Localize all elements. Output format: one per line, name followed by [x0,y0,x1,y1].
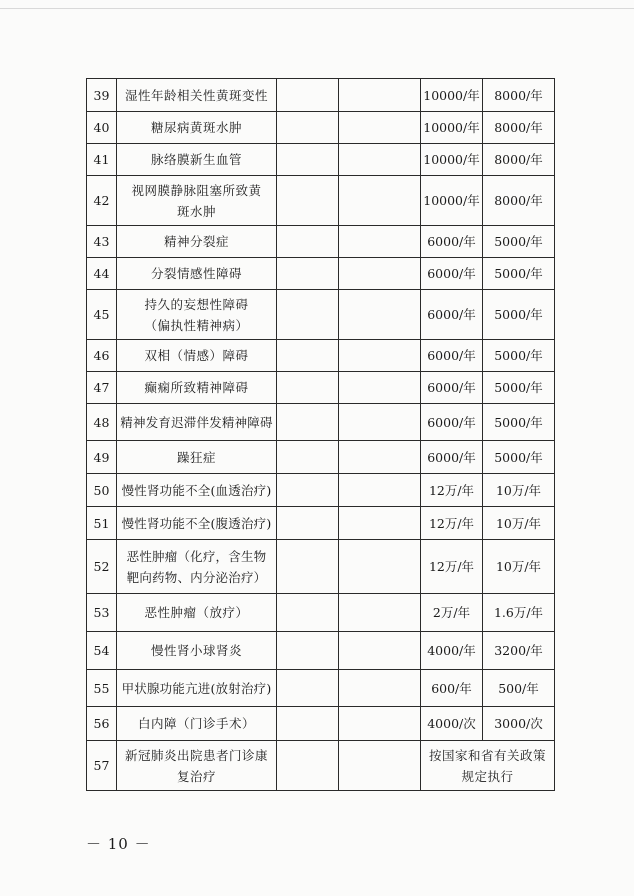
blank-cell [277,507,339,540]
disease-name: 癫痫所致精神障碍 [117,372,277,404]
standard-amount: 12万/年 [421,540,483,594]
table-row [87,144,555,176]
row-number: 41 [87,144,117,176]
policy-note: 按国家和省有关政策规定执行 [421,741,555,791]
blank-cell [339,144,421,176]
disease-name: 精神分裂症 [117,226,277,258]
table-row [87,79,555,112]
limit-amount: 5000/年 [483,258,555,290]
blank-cell [277,144,339,176]
standard-amount: 10000/年 [421,144,483,176]
blank-cell [339,290,421,340]
blank-cell [277,340,339,372]
table-row [87,441,555,474]
row-number: 39 [87,79,117,112]
row-number: 43 [87,226,117,258]
table-row [87,507,555,540]
table-row [87,112,555,144]
limit-amount: 5000/年 [483,441,555,474]
disease-name: 双相（情感）障碍 [117,340,277,372]
blank-cell [339,79,421,112]
standard-amount: 4000/次 [421,707,483,741]
blank-cell [339,741,421,791]
standard-amount: 4000/年 [421,632,483,670]
disease-name: 甲状腺功能亢进(放射治疗) [117,670,277,707]
limit-amount: 5000/年 [483,372,555,404]
table-row [87,474,555,507]
page-number: － 10 － [86,835,151,853]
blank-cell [277,258,339,290]
blank-cell [277,441,339,474]
table-row [87,540,555,594]
blank-cell [277,632,339,670]
standard-amount: 10000/年 [421,79,483,112]
blank-cell [339,176,421,226]
standard-amount: 600/年 [421,670,483,707]
standard-amount: 6000/年 [421,372,483,404]
table-row [87,632,555,670]
blank-cell [339,372,421,404]
blank-cell [339,707,421,741]
row-number: 51 [87,507,117,540]
standard-amount: 6000/年 [421,404,483,441]
blank-cell [277,79,339,112]
disease-name: 视网膜静脉阻塞所致黄斑水肿 [117,176,277,226]
blank-cell [339,594,421,632]
blank-cell [277,112,339,144]
blank-cell [339,226,421,258]
disease-name: 新冠肺炎出院患者门诊康复治疗 [117,741,277,791]
row-number: 45 [87,290,117,340]
table-row [87,258,555,290]
scan-edge-line [0,8,634,9]
blank-cell [339,540,421,594]
limit-amount: 1.6万/年 [483,594,555,632]
table-row [87,176,555,226]
disease-name: 慢性肾功能不全(血透治疗) [117,474,277,507]
blank-cell [339,441,421,474]
limit-amount: 5000/年 [483,290,555,340]
disease-name: 糖尿病黄斑水肿 [117,112,277,144]
table-row [87,707,555,741]
limit-amount: 3200/年 [483,632,555,670]
blank-cell [339,474,421,507]
limit-amount: 10万/年 [483,474,555,507]
table-row [87,226,555,258]
standard-amount: 12万/年 [421,474,483,507]
blank-cell [277,594,339,632]
limit-amount: 5000/年 [483,226,555,258]
row-number: 55 [87,670,117,707]
disease-name: 白内障（门诊手术） [117,707,277,741]
limit-amount: 5000/年 [483,404,555,441]
standard-amount: 6000/年 [421,441,483,474]
disease-name: 湿性年龄相关性黄斑变性 [117,79,277,112]
row-number: 46 [87,340,117,372]
blank-cell [277,176,339,226]
limit-amount: 8000/年 [483,79,555,112]
row-number: 50 [87,474,117,507]
blank-cell [277,290,339,340]
blank-cell [339,340,421,372]
blank-cell [339,632,421,670]
limit-amount: 10万/年 [483,507,555,540]
blank-cell [277,540,339,594]
standard-amount: 10000/年 [421,112,483,144]
limit-amount: 10万/年 [483,540,555,594]
row-number: 42 [87,176,117,226]
blank-cell [339,112,421,144]
standard-amount: 6000/年 [421,226,483,258]
row-number: 56 [87,707,117,741]
blank-cell [277,372,339,404]
blank-cell [277,404,339,441]
blank-cell [277,670,339,707]
blank-cell [277,741,339,791]
blank-cell [277,474,339,507]
limit-amount: 5000/年 [483,340,555,372]
row-number: 49 [87,441,117,474]
table-row [87,404,555,441]
standard-amount: 12万/年 [421,507,483,540]
row-number: 40 [87,112,117,144]
limit-amount: 500/年 [483,670,555,707]
row-number: 57 [87,741,117,791]
blank-cell [339,670,421,707]
standard-amount: 2万/年 [421,594,483,632]
limit-amount: 3000/次 [483,707,555,741]
table-row [87,670,555,707]
row-number: 48 [87,404,117,441]
table-row [87,741,555,791]
limit-amount: 8000/年 [483,144,555,176]
blank-cell [277,226,339,258]
blank-cell [339,404,421,441]
table-row [87,340,555,372]
disease-name: 慢性肾功能不全(腹透治疗) [117,507,277,540]
blank-cell [277,707,339,741]
disease-name: 持久的妄想性障碍（偏执性精神病） [117,290,277,340]
standard-amount: 10000/年 [421,176,483,226]
row-number: 53 [87,594,117,632]
disease-name: 恶性肿瘤（化疗，含生物靶向药物、内分泌治疗） [117,540,277,594]
table-row [87,372,555,404]
disease-name: 分裂情感性障碍 [117,258,277,290]
limit-amount: 8000/年 [483,176,555,226]
standard-amount: 6000/年 [421,258,483,290]
standard-amount: 6000/年 [421,290,483,340]
disease-name: 躁狂症 [117,441,277,474]
disease-name: 精神发育迟滞伴发精神障碍 [117,404,277,441]
row-number: 44 [87,258,117,290]
blank-cell [339,258,421,290]
disease-limit-table [86,78,555,791]
table-row [87,290,555,340]
limit-amount: 8000/年 [483,112,555,144]
blank-cell [339,507,421,540]
disease-name: 慢性肾小球肾炎 [117,632,277,670]
table-row [87,594,555,632]
row-number: 52 [87,540,117,594]
row-number: 47 [87,372,117,404]
disease-name: 脉络膜新生血管 [117,144,277,176]
row-number: 54 [87,632,117,670]
disease-name: 恶性肿瘤（放疗） [117,594,277,632]
standard-amount: 6000/年 [421,340,483,372]
